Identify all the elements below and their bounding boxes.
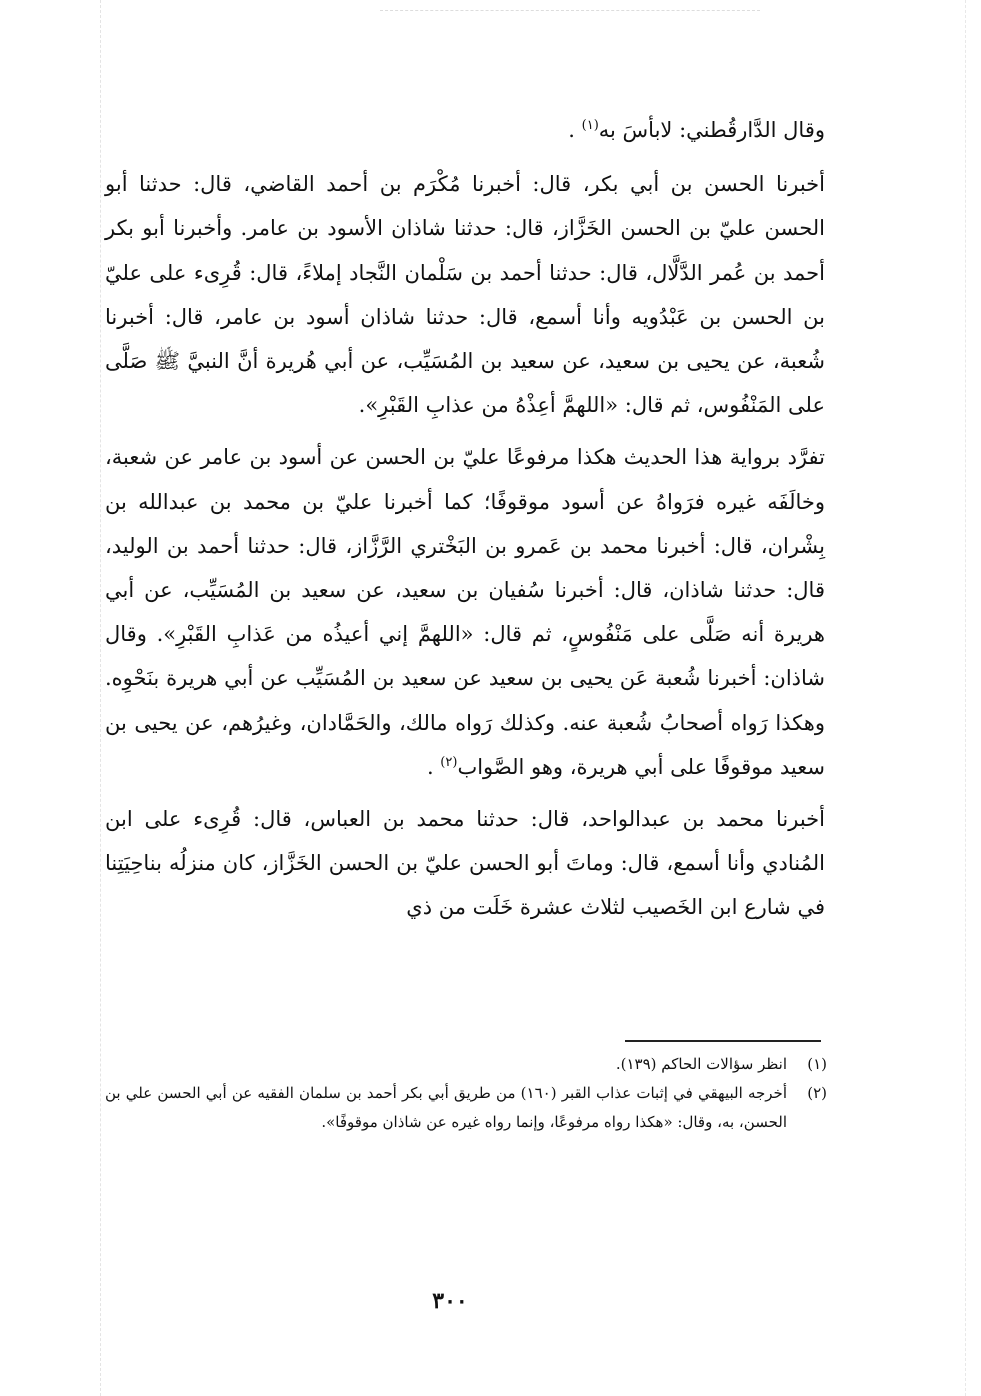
scan-edge-mark-left bbox=[100, 0, 101, 1396]
paragraph-death-report bbox=[105, 797, 825, 930]
paragraph-end-mark: . bbox=[568, 118, 582, 142]
footnote-2 bbox=[105, 1079, 827, 1137]
page-number: ٣٠٠ bbox=[432, 1288, 468, 1314]
footnotes-section bbox=[105, 1050, 827, 1137]
footnote-reference-1[interactable]: (١) bbox=[581, 118, 599, 133]
footnote-number: (٢) bbox=[807, 1084, 827, 1102]
paragraph-isnad-first-hadith bbox=[105, 162, 825, 427]
footnote-text: أخرجه البيهقي في إثبات عذاب القبر (١٦٠) من طريق أبي بكر أحمد بن سلمان الفقيه عن أبي الحسن علي بن الحسن، به، وقال: «هكذا رواه مرفوعًا، وإنما رواه غيره عن شاذان موقوفًا». bbox=[105, 1084, 787, 1131]
paragraph-narration-discussion bbox=[105, 435, 825, 789]
main-text bbox=[105, 108, 825, 938]
paragraph-daraqutni-quote bbox=[105, 108, 825, 152]
paragraph-end-mark: . bbox=[426, 754, 441, 779]
footnote-number: (١) bbox=[807, 1055, 827, 1073]
footnote-separator bbox=[625, 1040, 821, 1042]
scan-edge-mark-right bbox=[965, 0, 966, 1396]
footnote-reference-2[interactable]: (٢) bbox=[440, 754, 458, 770]
paragraph-text: أخبرنا الحسن بن أبي بكر، قال: أخبرنا مُكْرَم بن أحمد القاضي، قال: حدثنا أبو الحسن عليّ بن الحسن الخَزَّاز، قال: حدثنا شاذان الأسود بن عامر. وأخبرنا أبو بكر أحمد بن عُمر الدَّلَّال، قال: حدثنا أحمد بن سَلْمان النَّجاد إملاءً، قال: قُرِىء على عليّ بن الحسن بن عَبْدُويه وأنا أسمع، قال: حدثنا شاذان أسود بن عامر، قال: أخبرنا شُعبة، عن يحيى بن سعيد، عن سعيد بن المُسَيِّب، عن أبي هُريرة أنَّ النبيَّ ﷺ صَلَّى على المَنْفُوس، ثم قال: «اللهمَّ أعِذْهُ من عذابِ القَبْرِ». bbox=[105, 172, 825, 418]
scan-edge-mark-top bbox=[380, 10, 760, 11]
footnote-text: انظر سؤالات الحاكم (١٣٩). bbox=[615, 1055, 787, 1073]
paragraph-text: تفرَّد برواية هذا الحديث هكذا مرفوعًا عليّ بن الحسن عن أسود بن عامر عن شعبة، وخالَفَه غيره فرَواهُ عن أسود موقوفًا؛ كما أخبرنا عليّ بن محمد بن عبدالله بن بِشْران، قال: أخبرنا محمد بن عَمرو بن البَخْتري الرَّزَّاز، قال: حدثنا أحمد بن الوليد، قال: حدثنا شاذان، قال: أخبرنا سُفيان بن سعيد، عن سعيد بن المُسَيِّب، عن أبي هريرة أنه صَلَّى على مَنْفُوسٍ، ثم قال: «اللهمَّ إني أعيذُه من عَذابِ القَبْرِ». وقال شاذان: أخبرنا شُعبة عَن يحيى بن سعيد عن سعيد بن المُسَيِّب عن أبي هريرة بنَحْوِه. وهكذا رَواه أصحابُ شُعبة عنه. وكذلك رَواه مالك، والحَمَّادان، وغيرُهم، عن يحيى بن سعيد موقوفًا على أبي هريرة، وهو الصَّواب bbox=[105, 445, 825, 779]
paragraph-text: أخبرنا محمد بن عبدالواحد، قال: حدثنا محمد بن العباس، قال: قُرِىء على ابن المُنادي وأنا أسمع، قال: وماتَ أبو الحسن عليّ بن الحسن الخَزَّاز، كان منزلُه بناحِيَتِنا في شارع ابن الخَصيب لثلاث عشرة خَلَت من ذي bbox=[105, 807, 825, 920]
footnote-1 bbox=[105, 1050, 827, 1079]
paragraph-text: وقال الدَّارقُطني: لابأسَ به bbox=[598, 118, 825, 142]
